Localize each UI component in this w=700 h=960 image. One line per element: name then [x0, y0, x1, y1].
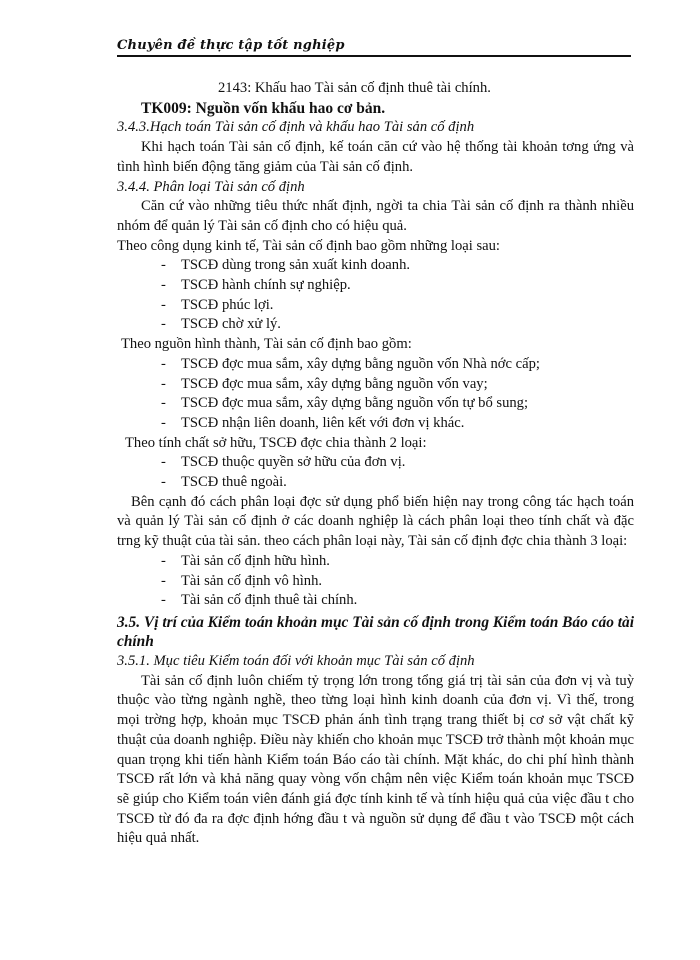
list-item: - TSCĐ phúc lợi.: [161, 296, 634, 316]
running-header-title: Chuyên đề thực tập tốt nghiệp: [117, 38, 345, 53]
paragraph-so-huu: Theo tính chất sở hữu, TSCĐ đợc chia thành 2 loại:: [125, 434, 427, 451]
list-so-huu: [117, 453, 634, 492]
list-item: - TSCĐ hành chính sự nghiệp.: [161, 276, 634, 296]
list-item: - TSCĐ đợc mua sắm, xây dựng bằng nguồn vốn vay;: [161, 375, 634, 395]
list-ky-thuat: [117, 552, 634, 611]
paragraph-3-4-4: Căn cứ vào những tiêu thức nhất định, ngời ta chia Tài sản cố định ra thành nhiều nhóm để quản lý Tài sản cố định cho có hiệu quả.: [117, 198, 634, 234]
list-item: - TSCĐ đợc mua sắm, xây dựng bằng nguồn vốn tự bổ sung;: [161, 394, 634, 414]
list-item: - Tài sản cố định hữu hình.: [161, 552, 634, 572]
list-item: - TSCĐ dùng trong sản xuất kinh doanh.: [161, 256, 634, 276]
section-heading-3-4-4: 3.4.4. Phân loại Tài sản cố định: [117, 178, 305, 195]
list-item: - Tài sản cố định vô hình.: [161, 572, 634, 592]
list-nguon-hinh-thanh: [117, 355, 634, 434]
paragraph-3-4-3: Khi hạch toán Tài sản cố định, kế toán căn cứ vào hệ thống tài khoản tơng ứng và tình hình biến động tăng giảm của Tài sản cố định.: [117, 139, 634, 175]
section-heading-3-5: 3.5. Vị trí của Kiểm toán khoản mục Tài sản cố định trong Kiểm toán Báo cáo tài chính: [117, 613, 634, 651]
list-item: - TSCĐ thuộc quyền sở hữu của đơn vị.: [161, 453, 634, 473]
document-body: [117, 79, 634, 849]
paragraph-nguon-hinh-thanh: Theo nguồn hình thành, Tài sản cố định bao gồm:: [121, 336, 412, 353]
section-heading-3-4-3: 3.4.3.Hạch toán Tài sản cố định và khấu hao Tài sản cố định: [117, 119, 475, 136]
account-line-tk009: TK009: Nguồn vốn khấu hao cơ bản.: [141, 99, 386, 117]
list-item: - TSCĐ nhận liên doanh, liên kết với đơn vị khác.: [161, 414, 634, 434]
running-header: [117, 38, 631, 57]
section-heading-3-5-1: 3.5.1. Mục tiêu Kiểm toán đối với khoản mục Tài sản cố định: [117, 652, 475, 669]
list-item: - TSCĐ thuê ngoài.: [161, 473, 634, 493]
paragraph-3-5-1: Tài sản cố định luôn chiếm tỷ trọng lớn trong tổng giá trị tài sản của đơn vị và tuỳ thuộc vào từng ngành nghề, theo từng loại hình kinh doanh của đơn vị. Vì thế, trong mọi trờng hợp, khoản mục TSCĐ phản ánh tình trạng trang thiết bị cơ sở vật chất kỹ thuật của doanh nghiệp. Điều này khiến cho khoản mục TSCĐ trở thành một khoản mục quan trọng khi tiến hành Kiểm toán Báo cáo tài chính. Mặt khác, do chi phí hình thành TSCĐ rất lớn và khả năng quay vòng vốn chậm nên việc Kiểm toán khoản mục TSCĐ sẽ giúp cho Kiểm toán viên đánh giá đợc tính kinh tế và tính hiệu quả của việc đầu t cho TSCĐ từ đó đa ra đợc định hớng đầu t và nguồn sử dụng để đầu t vào TSCĐ một cách hiệu quả nhất.: [117, 672, 634, 847]
list-item: - Tài sản cố định thuê tài chính.: [161, 591, 634, 611]
account-line-2143: 2143: Khấu hao Tài sản cố định thuê tài chính.: [218, 80, 491, 96]
paragraph-ben-canh: Bên cạnh đó cách phân loại đợc sử dụng phổ biến hiện nay trong công tác hạch toán và quản lý Tài sản cố định ở các doanh nghiệp là cách phân loại theo tính chất và đặc trng kỹ thuật của tài sản. theo cách phân loại này, Tài sản cố định đợc chia thành 3 loại:: [117, 493, 634, 550]
list-item: - TSCĐ đợc mua sắm, xây dựng bằng nguồn vốn Nhà nớc cấp;: [161, 355, 634, 375]
paragraph-cong-dung: Theo công dụng kinh tế, Tài sản cố định bao gồm những loại sau:: [117, 237, 500, 254]
list-item: - TSCĐ chờ xử lý.: [161, 315, 634, 335]
list-cong-dung: [117, 256, 634, 335]
